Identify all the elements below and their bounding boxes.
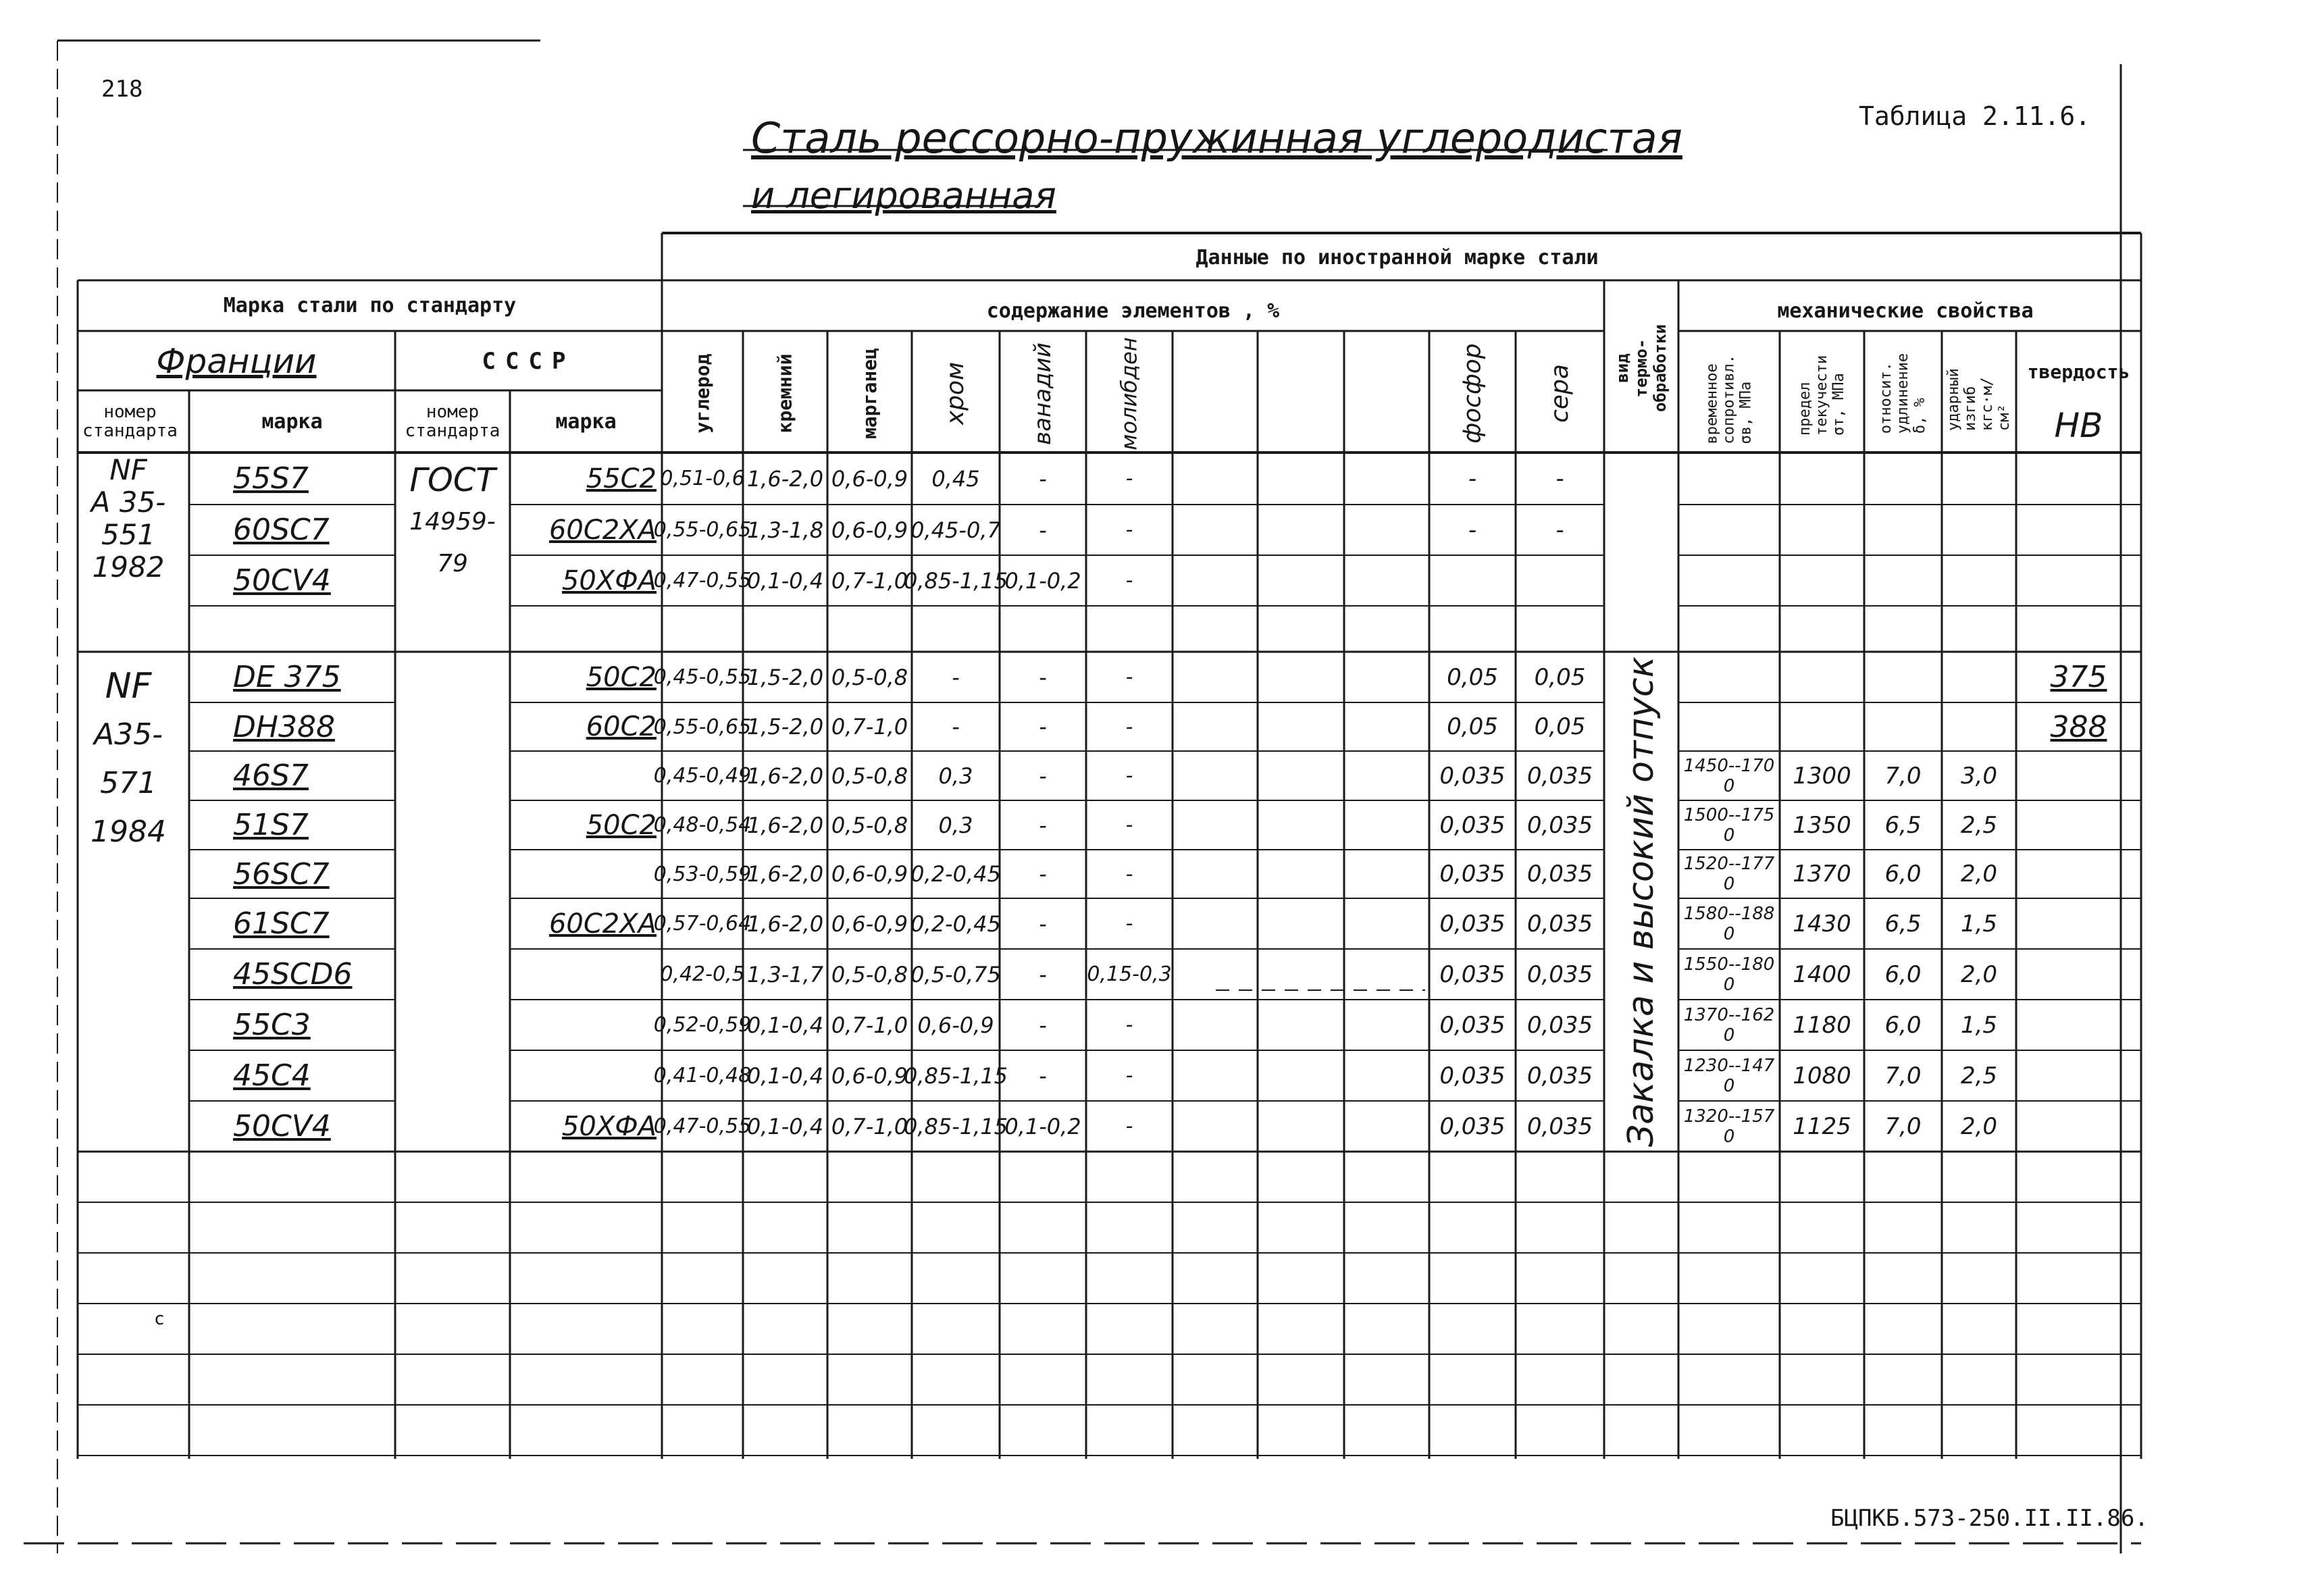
cell-impact: 2,5 <box>1960 1062 1998 1089</box>
header-carbon <box>662 334 743 453</box>
cell-mo: - <box>1125 813 1133 837</box>
cell-su <box>513 1050 662 1101</box>
cell-v: 0,1-0,2 <box>1004 1113 1081 1139</box>
cell-mn: 0,6-0,9 <box>831 1062 908 1089</box>
cell-elong: 6,0 <box>1884 1011 1922 1039</box>
cell-fr: 46S7 <box>233 758 309 793</box>
header-sulfur-text: сера <box>1545 364 1574 423</box>
cell-c: 0,51-0,6 <box>660 467 745 490</box>
cell-mn: 0,5-0,8 <box>831 763 908 789</box>
cell-hb <box>2016 606 2141 652</box>
cell-c: 0,55-0,65 <box>653 715 752 739</box>
cell-elong <box>1864 453 1942 505</box>
cell-hb: 388 <box>2050 709 2107 744</box>
cell-yield <box>1780 606 1864 652</box>
cell-p <box>1429 555 1516 606</box>
cell-fr: 56SC7 <box>233 856 330 892</box>
cell-impact: 2,0 <box>1960 960 1998 988</box>
cell-p: 0,035 <box>1439 960 1506 988</box>
cell-v: - <box>1039 517 1047 543</box>
header-tensile-text: временное сопротивл. σв, МПа <box>1703 355 1755 444</box>
cell-si: 0,1-0,4 <box>746 567 824 594</box>
cell-fr: 61SC7 <box>233 906 330 941</box>
cell-su: 60С2 <box>586 711 657 742</box>
cell-mn: 0,6-0,9 <box>831 517 908 543</box>
cell-hb <box>2016 1050 2141 1101</box>
cell-si: 1,3-1,7 <box>746 961 824 987</box>
cell-s: 0,035 <box>1526 910 1593 937</box>
cell-impact <box>1942 606 2016 652</box>
cell-mn: 0,5-0,8 <box>831 961 908 987</box>
cell-su <box>513 1000 662 1050</box>
cell-mn: 0,5-0,8 <box>831 812 908 838</box>
cell-c: 0,55-0,65 <box>653 518 752 542</box>
header-france: Франции <box>156 342 317 381</box>
header-carbon-text: углерод <box>691 353 714 434</box>
header-tensile <box>1678 334 1780 453</box>
header-fr-std-number-text: номер стандарта <box>82 402 178 441</box>
cell-su: 50ХФА <box>561 565 657 596</box>
header-fr-std-number <box>71 390 189 453</box>
cell-cr: 0,3 <box>938 763 973 789</box>
cell-tensile <box>1678 505 1780 555</box>
cell-cr: 0,45-0,7 <box>910 517 1001 543</box>
cell-s: - <box>1555 516 1564 544</box>
header-su-grade: марка <box>555 409 617 434</box>
header-foreign-data: Данные по иностранной марке стали <box>1195 245 1599 269</box>
cell-s: 0,035 <box>1526 1112 1593 1140</box>
cell-impact <box>1942 453 2016 505</box>
header-sulfur <box>1516 334 1604 453</box>
cell-mo: - <box>1125 467 1133 490</box>
cell-su <box>513 751 662 800</box>
cell-mo: - <box>1125 862 1133 886</box>
cell-si <box>743 606 827 652</box>
cell-tensile: 1320--1570 <box>1683 1106 1775 1147</box>
cell-fr: DE 375 <box>233 660 341 694</box>
cell-mn: 0,5-0,8 <box>831 664 908 690</box>
cell-mn: 0,7-1,0 <box>831 567 908 594</box>
cell-cr: 0,3 <box>938 812 973 838</box>
header-silicon-text: кремний <box>773 353 796 434</box>
cell-su: 50С2 <box>586 809 657 841</box>
cell-impact <box>1942 652 2016 702</box>
cell-v: - <box>1039 961 1047 987</box>
cell-yield: 1350 <box>1793 811 1851 839</box>
cell-hb <box>2016 1101 2141 1152</box>
group1-su-std-line2: 14959-79 <box>409 508 496 577</box>
cell-cr: 0,2-0,45 <box>910 910 1001 937</box>
cell-yield: 1370 <box>1793 860 1851 887</box>
header-mechanical: механические свойства <box>1777 299 2034 323</box>
cell-elong: 7,0 <box>1884 762 1922 790</box>
cell-yield <box>1780 505 1864 555</box>
cell-hb <box>2016 751 2141 800</box>
header-molybdenum <box>1086 334 1173 453</box>
cell-hb <box>2016 1000 2141 1050</box>
cell-v: - <box>1039 1062 1047 1089</box>
header-heat-treatment <box>1604 284 1678 453</box>
cell-elong <box>1864 702 1942 751</box>
cell-mn: 0,6-0,9 <box>831 910 908 937</box>
cell-impact <box>1942 555 2016 606</box>
cell-si: 0,1-0,4 <box>746 1062 824 1089</box>
cell-p: 0,035 <box>1439 1062 1506 1089</box>
group1-fr-std-line3: 1982 <box>92 550 165 584</box>
cell-s: - <box>1555 465 1564 492</box>
cell-p: 0,035 <box>1439 811 1506 839</box>
header-elongation <box>1864 334 1942 453</box>
header-silicon <box>743 334 827 453</box>
cell-c: 0,45-0,49 <box>653 764 752 788</box>
cell-elong: 6,0 <box>1884 960 1922 988</box>
cell-yield: 1400 <box>1793 960 1851 988</box>
cell-mn: 0,7-1,0 <box>831 1012 908 1038</box>
cell-si: 1,3-1,8 <box>746 517 824 543</box>
header-grade-by-standard: Марка стали по стандарту <box>223 293 517 317</box>
cell-mo: - <box>1125 1114 1133 1138</box>
cell-hb <box>2016 555 2141 606</box>
cell-si: 1,5-2,0 <box>746 714 824 740</box>
cell-v: - <box>1039 714 1047 740</box>
header-chromium <box>912 334 1000 453</box>
header-heat-treatment-text: вид термо- обработки <box>1613 324 1670 413</box>
cell-cr: - <box>952 664 960 690</box>
cell-cr: 0,85-1,15 <box>903 567 1008 594</box>
group1-su-std-line1: ГОСТ <box>409 461 496 499</box>
cell-mo: - <box>1125 764 1133 788</box>
cell-mn: 0,6-0,9 <box>831 465 908 492</box>
header-vanadium <box>1000 334 1086 453</box>
cell-v: - <box>1039 812 1047 838</box>
cell-elong: 6,5 <box>1884 811 1922 839</box>
cell-tensile <box>1678 702 1780 751</box>
header-elongation-text: относит. удлинение δ, % <box>1878 353 1929 434</box>
cell-su: 55С2 <box>586 463 657 494</box>
title-line-2: и легированная <box>751 174 1056 217</box>
cell-si: 1,6-2,0 <box>746 465 824 492</box>
header-ussr: СССР <box>482 348 575 375</box>
header-molybdenum-text: молибден <box>1116 336 1142 451</box>
cell-tensile <box>1678 606 1780 652</box>
cell-mo: - <box>1125 715 1133 739</box>
cell-p: 0,035 <box>1439 910 1506 937</box>
cell-s: 0,05 <box>1534 663 1586 691</box>
cell-yield <box>1780 702 1864 751</box>
cell-s: 0,035 <box>1526 762 1593 790</box>
cell-v <box>1000 606 1086 652</box>
cell-yield: 1300 <box>1793 762 1851 790</box>
margin-mark: c <box>154 1309 165 1329</box>
header-phosphorus <box>1429 334 1516 453</box>
cell-tensile: 1520--1770 <box>1683 854 1775 894</box>
cell-mo <box>1086 606 1173 652</box>
cell-fr: 55C3 <box>233 1008 311 1042</box>
cell-su <box>513 949 662 1000</box>
cell-p: 0,05 <box>1447 663 1498 691</box>
cell-tensile: 1580--1880 <box>1683 903 1775 944</box>
header-hardness: твердость <box>2027 360 2130 383</box>
cell-impact: 2,0 <box>1960 1112 1998 1140</box>
cell-cr: - <box>952 714 960 740</box>
cell-fr <box>192 606 395 652</box>
group1-su-standard <box>395 459 510 585</box>
cell-fr: 55S7 <box>233 461 309 496</box>
cell-yield: 1180 <box>1793 1011 1851 1039</box>
cell-p: - <box>1468 465 1477 492</box>
cell-mn <box>827 606 912 652</box>
cell-si: 1,6-2,0 <box>746 861 824 887</box>
cell-elong <box>1864 652 1942 702</box>
header-manganese <box>827 334 912 453</box>
cell-mo: - <box>1125 1064 1133 1087</box>
cell-su <box>513 850 662 898</box>
header-yield <box>1780 334 1864 453</box>
cell-su: 60С2ХА <box>548 908 657 939</box>
cell-impact: 1,5 <box>1960 910 1998 937</box>
cell-c: 0,47-0,55 <box>653 569 752 592</box>
cell-v: 0,1-0,2 <box>1004 567 1081 594</box>
group1-fr-std-line2: A 35-551 <box>91 486 166 551</box>
cell-yield <box>1780 453 1864 505</box>
header-impact-text: ударный изгиб кгс·м/см² <box>1945 367 2013 431</box>
cell-cr: 0,5-0,75 <box>910 961 1001 987</box>
cell-elong: 6,5 <box>1884 910 1922 937</box>
cell-yield <box>1780 555 1864 606</box>
cell-fr: 50CV4 <box>233 1109 331 1143</box>
cell-fr: 51S7 <box>233 808 309 842</box>
cell-impact: 2,5 <box>1960 811 1998 839</box>
group1-fr-std-line1: NF <box>109 453 147 486</box>
cell-elong: 6,0 <box>1884 860 1922 887</box>
cell-si: 0,1-0,4 <box>746 1113 824 1139</box>
header-su-std-number-text: номер стандарта <box>405 402 500 441</box>
cell-p: - <box>1468 516 1477 544</box>
group2-fr-std-line2: A35-571 <box>94 717 163 800</box>
cell-elong <box>1864 555 1942 606</box>
header-manganese-text: марганец <box>858 348 881 439</box>
cell-c <box>662 606 743 652</box>
cell-v: - <box>1039 465 1047 492</box>
cell-v: - <box>1039 763 1047 789</box>
cell-v: - <box>1039 664 1047 690</box>
header-yield-text: предел текучести σт, МПа <box>1797 355 1847 436</box>
cell-mo: - <box>1125 1013 1133 1037</box>
cell-c: 0,53-0,59 <box>653 862 752 886</box>
cell-v: - <box>1039 910 1047 937</box>
header-chromium-text: хром <box>942 361 970 426</box>
table-number: Таблица 2.11.6. <box>1859 101 2091 131</box>
cell-impact: 3,0 <box>1960 762 1998 790</box>
cell-tensile <box>1678 555 1780 606</box>
cell-yield <box>1780 652 1864 702</box>
cell-p: 0,035 <box>1439 1011 1506 1039</box>
cell-su: 60С2ХА <box>548 514 657 546</box>
cell-impact <box>1942 702 2016 751</box>
cell-hb <box>2016 898 2141 949</box>
cell-cr: 0,85-1,15 <box>903 1062 1008 1089</box>
cell-c: 0,47-0,55 <box>653 1114 752 1138</box>
cell-s <box>1516 606 1604 652</box>
group2-fr-std-line3: 1984 <box>91 815 166 849</box>
cell-tensile: 1450--1700 <box>1683 755 1775 796</box>
cell-v: - <box>1039 1012 1047 1038</box>
cell-si: 1,6-2,0 <box>746 910 824 937</box>
cell-si: 1,6-2,0 <box>746 763 824 789</box>
cell-s: 0,035 <box>1526 960 1593 988</box>
cell-s: 0,035 <box>1526 1062 1593 1089</box>
cell-c: 0,42-0,5 <box>660 962 745 986</box>
group2-heat-treatment-text: Закалка и высокий отпуск <box>1621 656 1662 1148</box>
header-fr-grade: марка <box>261 409 323 434</box>
cell-s: 0,05 <box>1534 713 1586 740</box>
cell-tensile <box>1678 652 1780 702</box>
cell-hb <box>2016 949 2141 1000</box>
cell-impact: 1,5 <box>1960 1011 1998 1039</box>
group2-fr-std-line1: NF <box>105 666 152 706</box>
cell-yield: 1430 <box>1793 910 1851 937</box>
cell-s: 0,035 <box>1526 1011 1593 1039</box>
cell-mn: 0,7-1,0 <box>831 1113 908 1139</box>
group2-heat-treatment <box>1604 652 1678 1152</box>
cell-cr: 0,6-0,9 <box>917 1012 994 1038</box>
cell-hb: 375 <box>2050 660 2107 694</box>
cell-tensile <box>1678 453 1780 505</box>
cell-yield: 1125 <box>1793 1112 1851 1140</box>
header-impact <box>1942 334 2016 453</box>
header-elements-content: содержание элементов , % <box>986 299 1280 323</box>
cell-p: 0,035 <box>1439 1112 1506 1140</box>
cell-elong: 7,0 <box>1884 1062 1922 1089</box>
cell-tensile: 1550--1800 <box>1683 954 1775 995</box>
page-number: 218 <box>101 76 143 103</box>
cell-si: 1,6-2,0 <box>746 812 824 838</box>
cell-p: 0,05 <box>1447 713 1498 740</box>
cell-hb <box>2016 505 2141 555</box>
cell-cr: 0,2-0,45 <box>910 861 1001 887</box>
cell-fr: DH388 <box>233 709 335 744</box>
cell-si: 0,1-0,4 <box>746 1012 824 1038</box>
cell-si: 1,5-2,0 <box>746 664 824 690</box>
cell-fr: 50CV4 <box>233 563 331 598</box>
cell-hb <box>2016 453 2141 505</box>
cell-impact <box>1942 505 2016 555</box>
cell-mo: - <box>1125 665 1133 689</box>
cell-s: 0,035 <box>1526 811 1593 839</box>
cell-mn: 0,6-0,9 <box>831 861 908 887</box>
cell-elong: 7,0 <box>1884 1112 1922 1140</box>
cell-mo: - <box>1125 518 1133 542</box>
cell-cr <box>912 606 1000 652</box>
group1-fr-standard <box>68 454 189 584</box>
cell-c: 0,52-0,59 <box>653 1013 752 1037</box>
cell-cr: 0,45 <box>931 465 980 492</box>
cell-hb <box>2016 850 2141 898</box>
cell-mo: - <box>1125 569 1133 592</box>
cell-fr: 60SC7 <box>233 513 330 547</box>
cell-p: 0,035 <box>1439 860 1506 887</box>
cell-su <box>513 606 662 652</box>
title-line-1: Сталь рессорно-пружинная углеродистая <box>751 113 1682 163</box>
cell-fr: 45C4 <box>233 1058 311 1093</box>
cell-cr: 0,85-1,15 <box>903 1113 1008 1139</box>
cell-fr: 45SCD6 <box>233 957 353 992</box>
cell-c: 0,57-0,64 <box>653 912 752 935</box>
cell-su: 50С2 <box>586 661 657 693</box>
cell-p <box>1429 606 1516 652</box>
cell-c: 0,48-0,54 <box>653 813 752 837</box>
cell-tensile: 1370--1620 <box>1683 1004 1775 1046</box>
header-hb: НВ <box>2054 406 2103 445</box>
cell-v: - <box>1039 861 1047 887</box>
cell-tensile: 1500--1750 <box>1683 804 1775 846</box>
cell-c: 0,41-0,48 <box>653 1064 752 1087</box>
cell-impact: 2,0 <box>1960 860 1998 887</box>
cell-s <box>1516 555 1604 606</box>
header-su-std-number <box>395 390 510 453</box>
cell-mo: - <box>1125 912 1133 935</box>
footer-code: БЦПКБ.573-250.II.II.86. <box>1830 1505 2149 1532</box>
cell-su: 50ХФА <box>561 1110 657 1142</box>
header-phosphorus-text: фосфор <box>1458 343 1487 444</box>
cell-mn: 0,7-1,0 <box>831 714 908 740</box>
cell-hb <box>2016 800 2141 850</box>
header-vanadium-text: ванадий <box>1029 342 1057 445</box>
cell-tensile: 1230--1470 <box>1683 1055 1775 1096</box>
cell-mo: 0,15-0,3 <box>1087 962 1172 986</box>
cell-p: 0,035 <box>1439 762 1506 790</box>
group2-fr-standard <box>68 662 189 856</box>
cell-elong <box>1864 606 1942 652</box>
cell-elong <box>1864 505 1942 555</box>
cell-yield: 1080 <box>1793 1062 1851 1089</box>
cell-s: 0,035 <box>1526 860 1593 887</box>
cell-c: 0,45-0,55 <box>653 665 752 689</box>
